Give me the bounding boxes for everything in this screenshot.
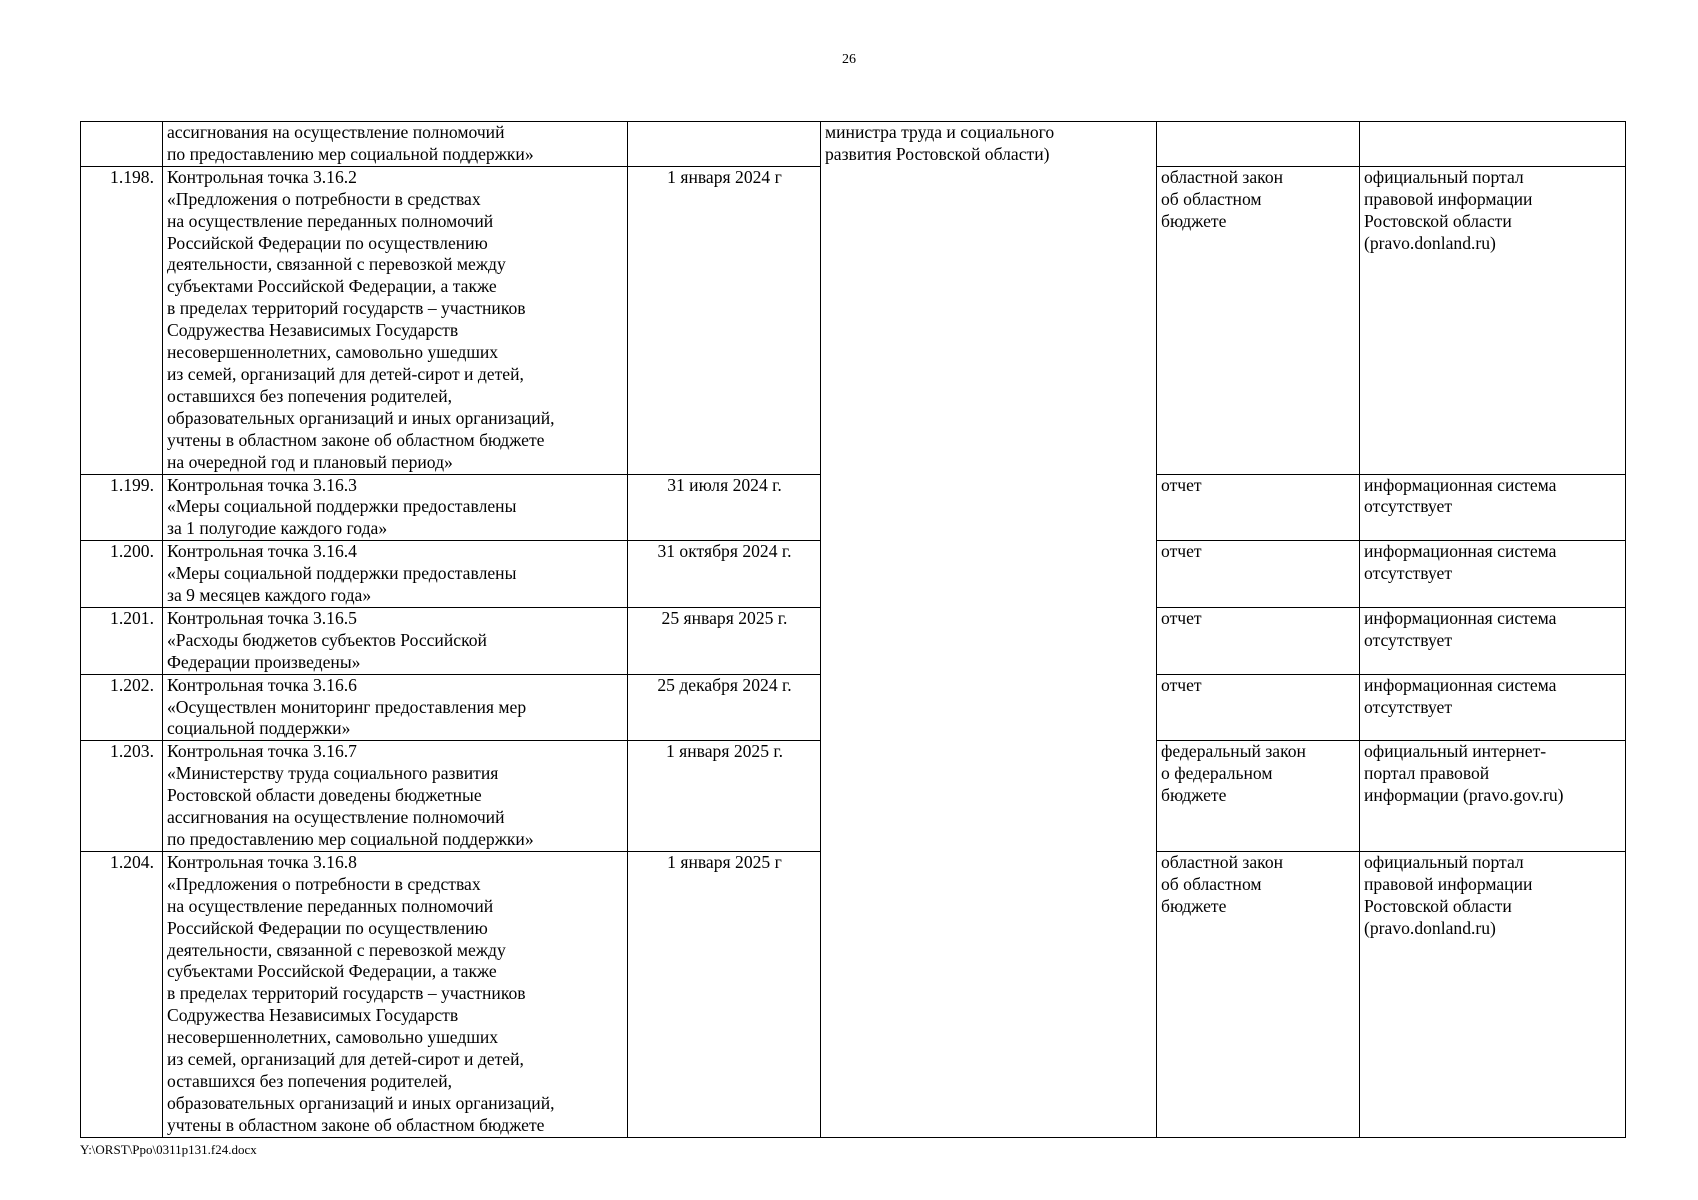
deadline-cell: 31 октября 2024 г.	[628, 541, 821, 608]
info-system-cell-line: портал правовой	[1364, 763, 1490, 784]
document-type-cell-line: отчет	[1161, 474, 1202, 495]
event-cell-line: учтены в областном законе об областном бюджете	[167, 1114, 545, 1135]
document-type-cell-line: отчет	[1161, 674, 1202, 695]
event-cell-line: Контрольная точка 3.16.5	[167, 607, 357, 628]
info-system-cell-line: (pravo.donland.ru)	[1364, 232, 1496, 253]
event-cell-line: несовершеннолетних, самовольно ушедших	[167, 1027, 499, 1048]
document-type-cell	[1157, 122, 1360, 167]
responsible-cell-line: развития Ростовской области)	[825, 143, 1050, 164]
event-cell-line: Содружества Независимых Государств	[167, 1005, 459, 1026]
deadline-cell: 31 июля 2024 г.	[628, 474, 821, 541]
document-type-cell-line: о федеральном	[1161, 763, 1273, 784]
event-cell-line: «Предложения о потребности в средствах	[167, 873, 481, 894]
info-system-cell-line: официальный интернет-	[1364, 741, 1547, 762]
row-number-cell: 1.201.	[81, 607, 163, 674]
document-type-cell-line: федеральный закон	[1161, 741, 1306, 762]
info-system-cell	[1360, 851, 1626, 1137]
document-type-cell-line: областной закон	[1161, 851, 1284, 872]
row-number-cell: 1.198.	[81, 166, 163, 474]
event-cell-line: оставшихся без попечения родителей,	[167, 1070, 453, 1091]
info-system-cell-line: правовой информации	[1364, 873, 1533, 894]
event-cell-line: за 9 месяцев каждого года»	[167, 585, 372, 606]
event-cell-line: субъектами Российской Федерации, а также	[167, 961, 497, 982]
info-system-cell-line: отсутствует	[1364, 629, 1453, 650]
event-cell-line: на осуществление переданных полномочий	[167, 895, 494, 916]
page-number: 26	[842, 52, 856, 67]
event-cell-line: Контрольная точка 3.16.4	[167, 541, 357, 562]
info-system-cell-line: Ростовской области	[1364, 895, 1512, 916]
event-cell	[163, 741, 628, 852]
document-type-cell	[1157, 474, 1360, 541]
document-type-cell-line: бюджете	[1161, 785, 1227, 806]
row-number-cell: 1.202.	[81, 674, 163, 741]
event-cell-line: по предоставлению мер социальной поддержки»	[167, 829, 534, 849]
event-cell	[163, 851, 628, 1137]
document-type-cell	[1157, 166, 1360, 474]
event-cell-line: деятельности, связанной с перевозкой между	[167, 254, 506, 275]
event-cell-line: «Расходы бюджетов субъектов Российской	[167, 629, 487, 650]
row-number-cell: 1.200.	[81, 541, 163, 608]
event-cell-line: Контрольная точка 3.16.2	[167, 166, 357, 187]
event-cell-line: из семей, организаций для детей-сирот и детей,	[167, 363, 524, 384]
event-cell-line: за 1 полугодие каждого года»	[167, 518, 388, 539]
document-type-cell	[1157, 674, 1360, 741]
document-type-cell	[1157, 607, 1360, 674]
event-cell-line: несовершеннолетних, самовольно ушедших	[167, 342, 499, 363]
row-number-cell: 1.199.	[81, 474, 163, 541]
event-cell	[163, 474, 628, 541]
info-system-cell-line: (pravo.donland.ru)	[1364, 917, 1496, 938]
event-cell-line: «Министерству труда социального развития	[167, 763, 499, 784]
event-cell-line: ассигнования на осуществление полномочий	[167, 122, 505, 142]
info-system-cell	[1360, 674, 1626, 741]
event-cell-line: деятельности, связанной с перевозкой между	[167, 939, 506, 960]
event-cell	[163, 607, 628, 674]
event-cell-line: в пределах территорий государств – участников	[167, 983, 526, 1004]
deadline-cell	[628, 122, 821, 167]
info-system-cell	[1360, 474, 1626, 541]
document-type-cell-line: бюджете	[1161, 210, 1227, 231]
event-cell-line: по предоставлению мер социальной поддержки»	[167, 143, 534, 164]
event-cell-line: Содружества Независимых Государств	[167, 320, 459, 341]
event-cell-line: «Меры социальной поддержки предоставлены	[167, 496, 517, 517]
event-cell-line: «Меры социальной поддержки предоставлены	[167, 563, 517, 584]
info-system-cell	[1360, 741, 1626, 852]
event-cell	[163, 674, 628, 741]
event-cell-line: учтены в областном законе об областном бюджете	[167, 429, 545, 450]
row-number-cell: 1.203.	[81, 741, 163, 852]
document-type-cell-line: отчет	[1161, 607, 1202, 628]
event-cell-line: ассигнования на осуществление полномочий	[167, 807, 505, 828]
document-type-cell	[1157, 851, 1360, 1137]
event-cell-line: «Осуществлен мониторинг предоставления мер	[167, 696, 527, 717]
info-system-cell-line: отсутствует	[1364, 563, 1453, 584]
event-cell-line: Российской Федерации по осуществлению	[167, 917, 488, 938]
event-cell-line: субъектами Российской Федерации, а также	[167, 276, 497, 297]
document-type-cell-line: об областном	[1161, 873, 1262, 894]
table-row	[81, 122, 1626, 167]
info-system-cell	[1360, 607, 1626, 674]
info-system-cell-line: правовой информации	[1364, 188, 1533, 209]
info-system-cell-line: отсутствует	[1364, 496, 1453, 517]
event-cell-line: образовательных организаций и иных организаций,	[167, 407, 555, 428]
info-system-cell-line: информационная система	[1364, 474, 1557, 495]
info-system-cell-line: отсутствует	[1364, 696, 1453, 717]
deadline-cell: 25 января 2025 г.	[628, 607, 821, 674]
info-system-cell-line: официальный портал	[1364, 851, 1524, 872]
info-system-cell	[1360, 122, 1626, 167]
responsible-cell	[821, 122, 1157, 1138]
document-type-cell-line: отчет	[1161, 541, 1202, 562]
info-system-cell-line: официальный портал	[1364, 166, 1524, 187]
event-cell-line: образовательных организаций и иных организаций,	[167, 1092, 555, 1113]
row-number-cell: 1.204.	[81, 851, 163, 1137]
event-cell-line: в пределах территорий государств – участников	[167, 298, 526, 319]
event-cell-line: «Предложения о потребности в средствах	[167, 188, 481, 209]
document-type-cell	[1157, 741, 1360, 852]
event-cell	[163, 122, 628, 167]
info-system-cell	[1360, 166, 1626, 474]
event-cell-line: оставшихся без попечения родителей,	[167, 385, 453, 406]
event-cell-line: на осуществление переданных полномочий	[167, 210, 494, 231]
info-system-cell	[1360, 541, 1626, 608]
event-cell-line: Контрольная точка 3.16.7	[167, 741, 357, 762]
info-system-cell-line: информационная система	[1364, 674, 1557, 695]
document-type-cell-line: об областном	[1161, 188, 1262, 209]
event-cell-line: Федерации произведены»	[167, 651, 361, 672]
event-cell	[163, 166, 628, 474]
event-cell-line: Контрольная точка 3.16.3	[167, 474, 357, 495]
document-type-cell-line: бюджете	[1161, 895, 1227, 916]
info-system-cell-line: информации (pravo.gov.ru)	[1364, 785, 1564, 806]
event-cell-line: Российской Федерации по осуществлению	[167, 232, 488, 253]
document-type-cell	[1157, 541, 1360, 608]
event-cell-line: социальной поддержки»	[167, 718, 351, 739]
control-points-table	[80, 121, 1626, 1138]
footer-file-path: Y:\ORST\Ppo\0311p131.f24.docx	[80, 1142, 257, 1157]
responsible-cell-line: министра труда и социального	[825, 122, 1055, 142]
event-cell-line: Контрольная точка 3.16.8	[167, 851, 357, 872]
event-cell	[163, 541, 628, 608]
deadline-cell: 1 января 2024 г	[628, 166, 821, 474]
info-system-cell-line: информационная система	[1364, 541, 1557, 562]
deadline-cell: 25 декабря 2024 г.	[628, 674, 821, 741]
row-number-cell	[81, 122, 163, 167]
event-cell-line: на очередной год и плановый период»	[167, 451, 453, 472]
event-cell-line: Контрольная точка 3.16.6	[167, 674, 357, 695]
event-cell-line: из семей, организаций для детей-сирот и детей,	[167, 1049, 524, 1070]
info-system-cell-line: информационная система	[1364, 607, 1557, 628]
document-type-cell-line: областной закон	[1161, 166, 1284, 187]
deadline-cell: 1 января 2025 г	[628, 851, 821, 1137]
event-cell-line: Ростовской области доведены бюджетные	[167, 785, 482, 806]
info-system-cell-line: Ростовской области	[1364, 210, 1512, 231]
deadline-cell: 1 января 2025 г.	[628, 741, 821, 852]
